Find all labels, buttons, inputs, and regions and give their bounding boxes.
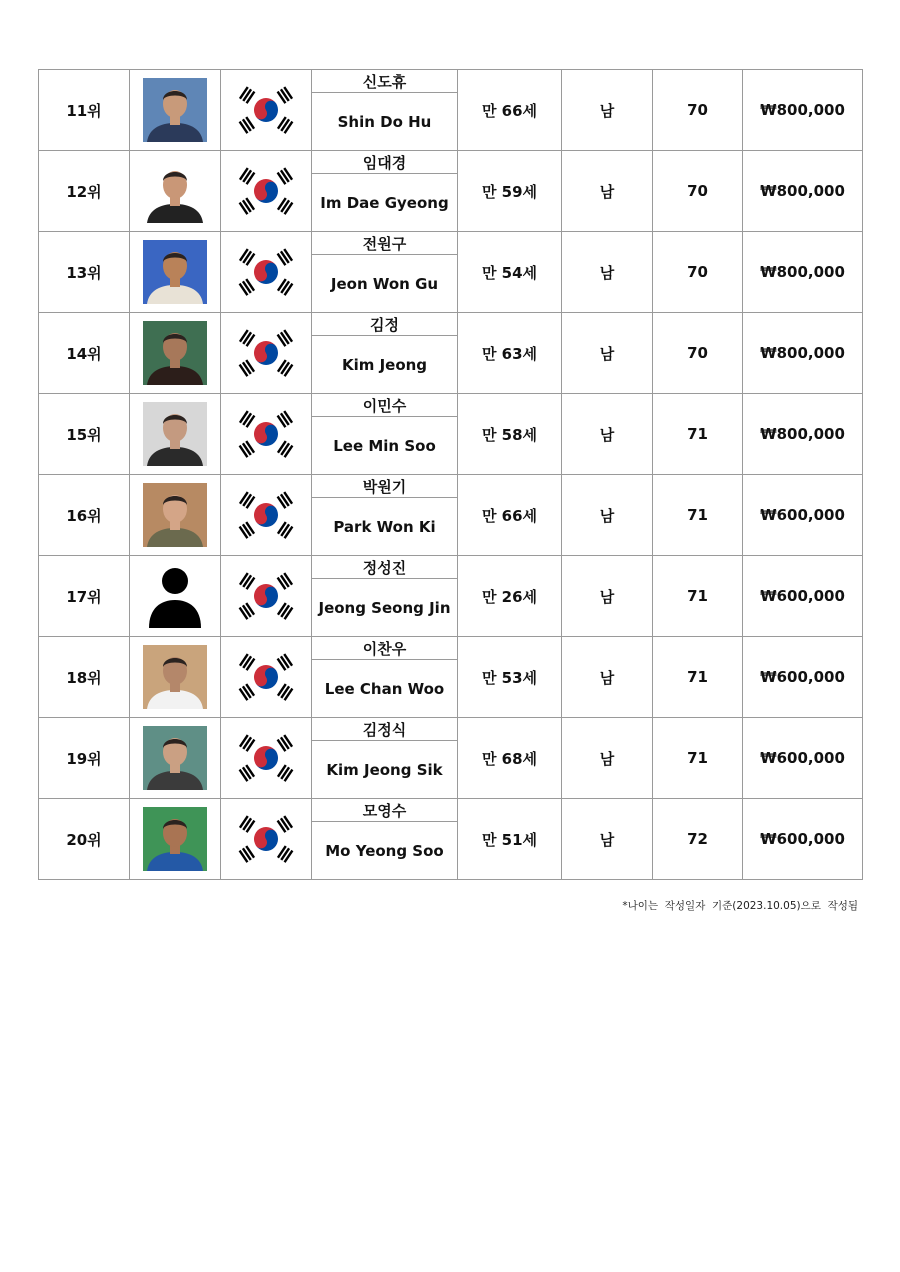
age-cell: 만 59세	[458, 151, 562, 232]
korea-flag-icon	[221, 151, 312, 232]
prize-cell: ₩600,000	[743, 718, 863, 799]
gender-cell: 남	[562, 70, 653, 151]
korea-flag-icon	[221, 232, 312, 313]
table-row	[39, 394, 863, 417]
prize-cell: ₩600,000	[743, 799, 863, 880]
gender-cell: 남	[562, 232, 653, 313]
rank-cell: 11위	[39, 70, 130, 151]
gender-cell: 남	[562, 718, 653, 799]
gender-cell: 남	[562, 151, 653, 232]
prize-cell: ₩800,000	[743, 232, 863, 313]
korea-flag-icon	[221, 475, 312, 556]
english-name-cell: Kim Jeong	[312, 336, 458, 394]
player-photo	[130, 394, 221, 475]
english-name-cell: Mo Yeong Soo	[312, 822, 458, 880]
rank-cell: 12위	[39, 151, 130, 232]
score-cell: 70	[653, 232, 743, 313]
player-photo	[130, 151, 221, 232]
korea-flag-icon	[221, 637, 312, 718]
score-cell: 70	[653, 70, 743, 151]
korean-name-cell: 김정	[312, 313, 458, 336]
gender-cell: 남	[562, 313, 653, 394]
english-name-cell: Park Won Ki	[312, 498, 458, 556]
table-row	[39, 718, 863, 741]
rank-cell: 20위	[39, 799, 130, 880]
english-name-cell: Shin Do Hu	[312, 93, 458, 151]
table-row	[39, 475, 863, 498]
korean-name-cell: 신도휴	[312, 70, 458, 93]
age-cell: 만 54세	[458, 232, 562, 313]
score-cell: 72	[653, 799, 743, 880]
age-footnote: *나이는 작성일자 기준(2023.10.05)으로 작성됨	[622, 900, 858, 912]
gender-cell: 남	[562, 799, 653, 880]
korean-name-cell: 모영수	[312, 799, 458, 822]
table-row	[39, 556, 863, 579]
prize-cell: ₩600,000	[743, 475, 863, 556]
gender-cell: 남	[562, 637, 653, 718]
age-cell: 만 58세	[458, 394, 562, 475]
age-cell: 만 66세	[458, 70, 562, 151]
table-row	[39, 637, 863, 660]
table-row	[39, 799, 863, 822]
english-name-cell: Im Dae Gyeong	[312, 174, 458, 232]
korean-name-cell: 임대경	[312, 151, 458, 174]
player-photo	[130, 799, 221, 880]
gender-cell: 남	[562, 556, 653, 637]
korea-flag-icon	[221, 718, 312, 799]
age-cell: 만 63세	[458, 313, 562, 394]
ranking-table	[38, 69, 863, 880]
rank-cell: 18위	[39, 637, 130, 718]
prize-cell: ₩600,000	[743, 637, 863, 718]
age-cell: 만 66세	[458, 475, 562, 556]
rank-cell: 13위	[39, 232, 130, 313]
score-cell: 70	[653, 151, 743, 232]
korea-flag-icon	[221, 799, 312, 880]
korean-name-cell: 박원기	[312, 475, 458, 498]
rank-cell: 17위	[39, 556, 130, 637]
age-cell: 만 51세	[458, 799, 562, 880]
rank-cell: 19위	[39, 718, 130, 799]
score-cell: 71	[653, 637, 743, 718]
score-cell: 71	[653, 475, 743, 556]
english-name-cell: Lee Min Soo	[312, 417, 458, 475]
player-photo	[130, 556, 221, 637]
korean-name-cell: 전원구	[312, 232, 458, 255]
korean-name-cell: 이민수	[312, 394, 458, 417]
score-cell: 71	[653, 394, 743, 475]
score-cell: 70	[653, 313, 743, 394]
age-cell: 만 26세	[458, 556, 562, 637]
korea-flag-icon	[221, 70, 312, 151]
score-cell: 71	[653, 718, 743, 799]
table-row	[39, 70, 863, 93]
korea-flag-icon	[221, 313, 312, 394]
rank-cell: 15위	[39, 394, 130, 475]
table-row	[39, 151, 863, 174]
age-cell: 만 53세	[458, 637, 562, 718]
prize-cell: ₩800,000	[743, 151, 863, 232]
player-photo	[130, 232, 221, 313]
english-name-cell: Jeong Seong Jin	[312, 579, 458, 637]
rank-cell: 16위	[39, 475, 130, 556]
english-name-cell: Kim Jeong Sik	[312, 741, 458, 799]
prize-cell: ₩600,000	[743, 556, 863, 637]
player-photo	[130, 718, 221, 799]
english-name-cell: Lee Chan Woo	[312, 660, 458, 718]
ranking-table-body	[39, 70, 863, 880]
table-row	[39, 313, 863, 336]
prize-cell: ₩800,000	[743, 70, 863, 151]
korea-flag-icon	[221, 394, 312, 475]
rank-cell: 14위	[39, 313, 130, 394]
english-name-cell: Jeon Won Gu	[312, 255, 458, 313]
korean-name-cell: 정성진	[312, 556, 458, 579]
table-row	[39, 232, 863, 255]
korean-name-cell: 김정식	[312, 718, 458, 741]
gender-cell: 남	[562, 475, 653, 556]
korea-flag-icon	[221, 556, 312, 637]
player-photo	[130, 637, 221, 718]
player-photo	[130, 70, 221, 151]
gender-cell: 남	[562, 394, 653, 475]
player-photo	[130, 313, 221, 394]
korean-name-cell: 이찬우	[312, 637, 458, 660]
score-cell: 71	[653, 556, 743, 637]
prize-cell: ₩800,000	[743, 313, 863, 394]
prize-cell: ₩800,000	[743, 394, 863, 475]
age-cell: 만 68세	[458, 718, 562, 799]
player-photo	[130, 475, 221, 556]
